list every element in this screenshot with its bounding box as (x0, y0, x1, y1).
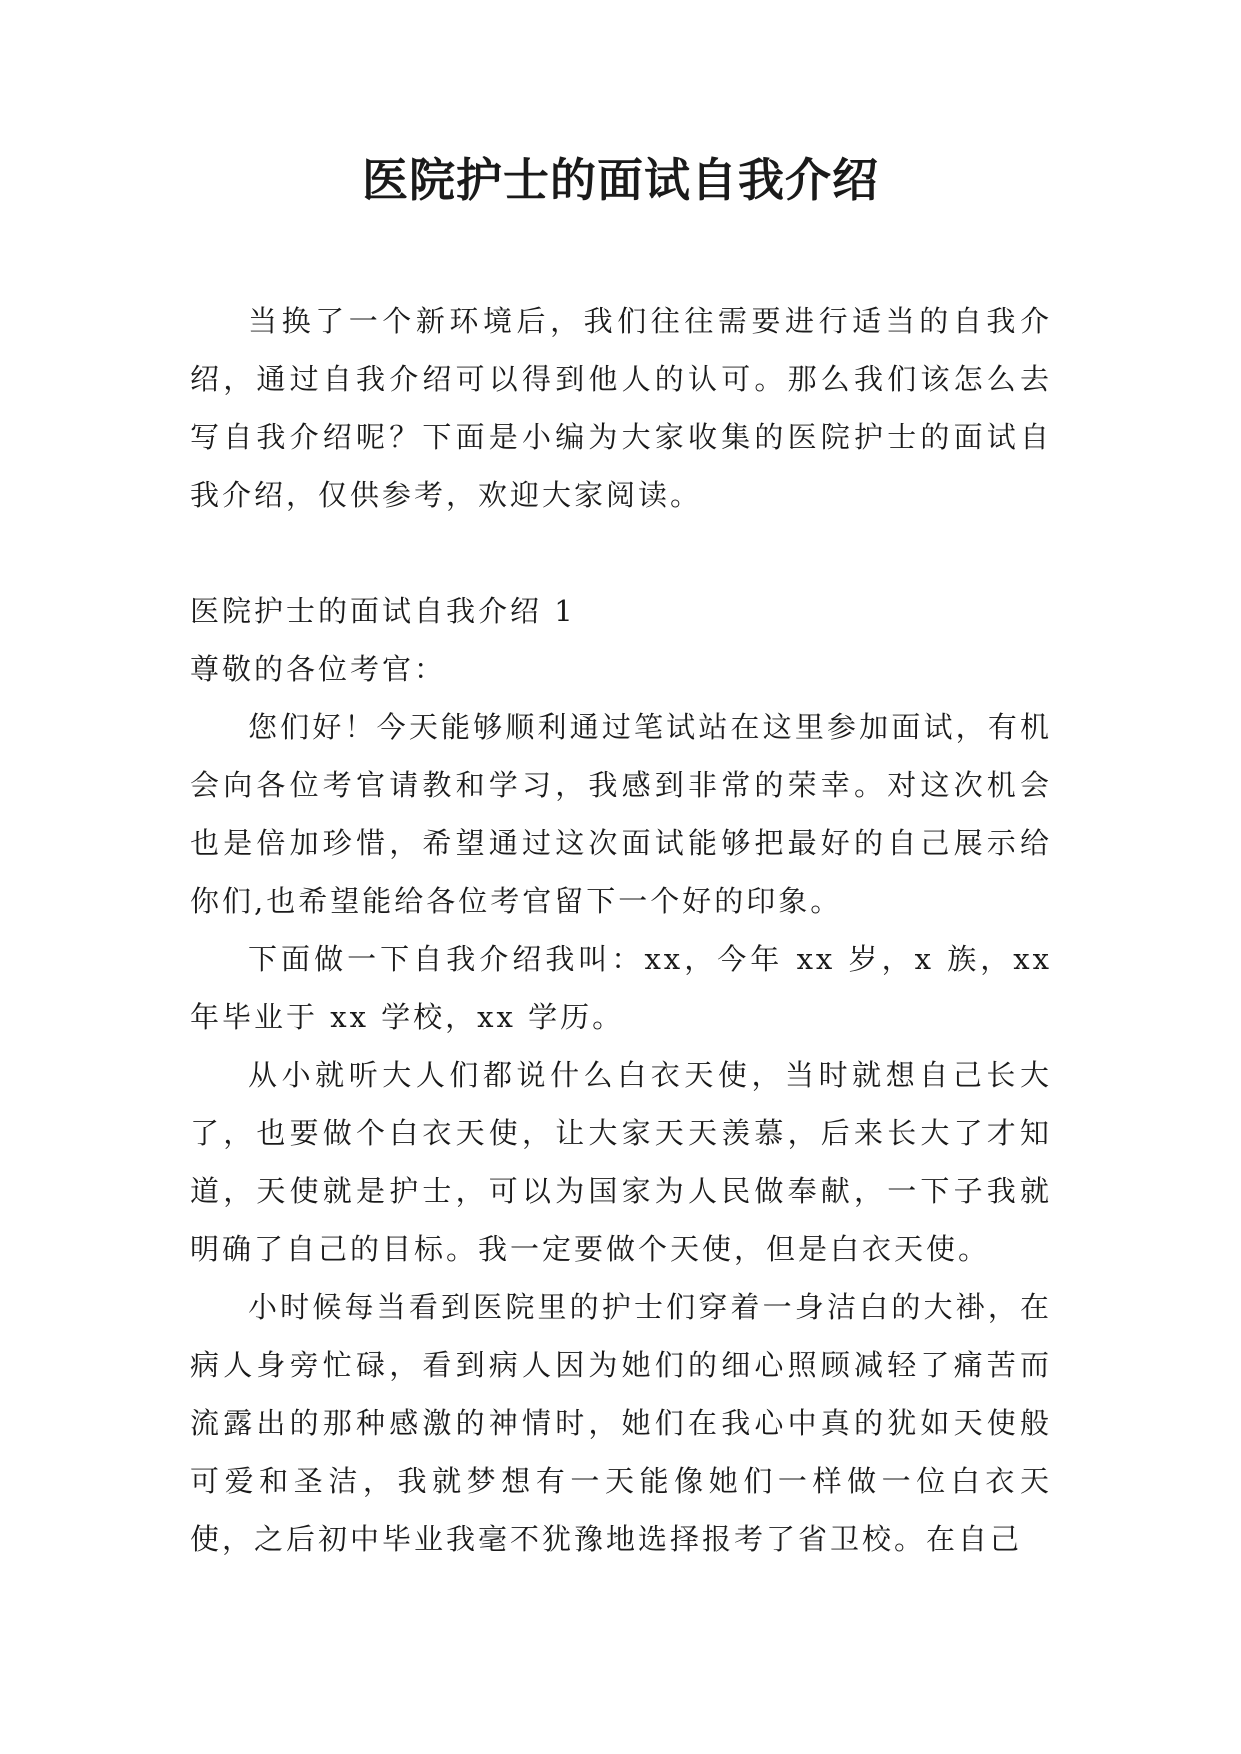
intro-paragraph: 当换了一个新环境后，我们往往需要进行适当的自我介绍，通过自我介绍可以得到他人的认可。那么我们该怎么去写自我介绍呢？下面是小编为大家收集的医院护士的面试自我介绍，仅供参考，欢迎大家阅读。 (190, 304, 1052, 512)
body-paragraph: 从小就听大人们都说什么白衣天使，当时就想自己长大了，也要做个白衣天使，让大家天天羡慕，后来长大了才知道，天使就是护士，可以为国家为人民做奉献，一下子我就明确了自己的目标。我一定要做个天使，但是白衣天使。 (190, 1058, 1052, 1266)
document-body (190, 292, 1052, 1568)
page-title: 医院护士的面试自我介绍 (362, 153, 879, 207)
body-paragraph: 您们好！今天能够顺利通过笔试站在这里参加面试，有机会向各位考官请教和学习，我感到非常的荣幸。对这次机会也是倍加珍惜，希望通过这次面试能够把最好的自己展示给你们,也希望能给各位考官留下一个好的印象。 (190, 710, 1052, 918)
body-paragraph: 小时候每当看到医院里的护士们穿着一身洁白的大褂，在病人身旁忙碌，看到病人因为她们的细心照顾减轻了痛苦而流露出的那种感激的神情时，她们在我心中真的犹如天使般可爱和圣洁，我就梦想有一天能像她们一样做一位白衣天使，之后初中毕业我毫不犹豫地选择报考了省卫校。在自己 (190, 1290, 1052, 1556)
salutation: 尊敬的各位考官： (190, 652, 447, 686)
body-paragraph: 下面做一下自我介绍我叫：xx，今年 xx 岁，x 族，xx 年毕业于 xx 学校，xx 学历。 (190, 942, 1052, 1034)
section-heading: 医院护士的面试自我介绍 1 (190, 594, 576, 628)
